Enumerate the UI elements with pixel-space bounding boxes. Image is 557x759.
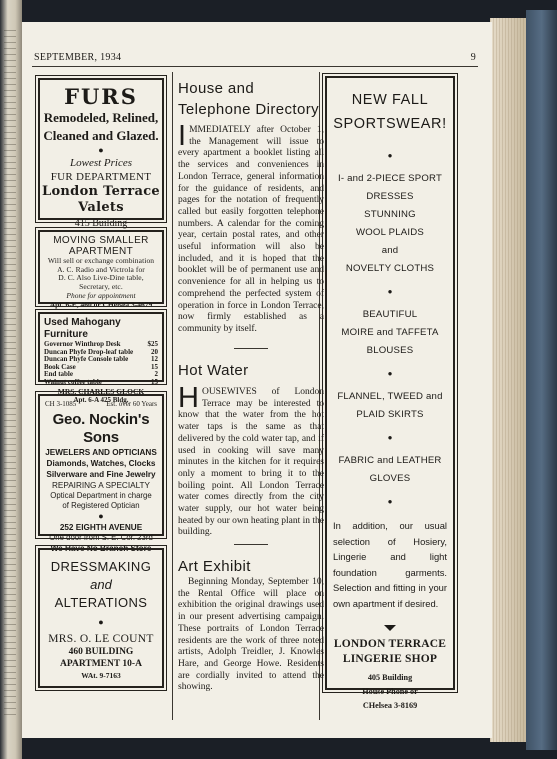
article-art-exhibit-title: Art Exhibit	[178, 558, 251, 575]
ad-nockin-l3: Silverware and Fine Jewelry	[46, 470, 156, 479]
ad-moving-body1: Will sell or exchange combination	[47, 256, 155, 265]
article-directory-body: IMMEDIATELY after October 1, the Management will issue to every apartment a booklet listing all the services and conveniences in London Terrace, general information for the guidance of residents, and pages for the notation of frequently called but easily forgotten telephone numbers. A calendar for the coming year, certain postal rates, and other useful information will also be included, and it is hoped that the booklet will be of permanent use and convenience for all in helping us to comprehend the perfected system of operation in force in London Terrace, now firmly established as a community by itself.	[178, 120, 324, 334]
ad-dressmaking	[38, 548, 164, 688]
ad-nockin-phone: CH 3-1085	[45, 400, 77, 408]
list-item: Duncan Phyfe Drop-leaf table 20	[44, 347, 158, 356]
list-item: Governor Winthrop Desk $25	[44, 340, 158, 348]
ad-mahogany-title: Used Mahogany Furniture	[44, 317, 121, 340]
ad-nockin-l2: Diamonds, Watches, Clocks	[46, 459, 156, 468]
ad-furs-line5: London Terrace	[42, 184, 160, 199]
article-art-exhibit-body: Beginning Monday, September 10, the Rental Office will place on exhibition the original drawings used in our present advertising campaign. These portraits of London Terrace residents are the work of three noted artists, Adolph Treidler, J. Knowles Hare, and George Howe. Residents are cordially invited to attend the showing.	[178, 577, 324, 693]
ad-sportswear-title1: NEW FALL	[351, 92, 429, 108]
article-hot-water-title: Hot Water	[178, 362, 249, 379]
ad-nockin-l6: of Registered Optician	[62, 500, 140, 510]
ad-moving-address: Apt. 6-E, 460 or CHelsea 3-4679	[49, 300, 153, 310]
ad-dressmaking-l5: 460 BUILDING	[68, 647, 134, 657]
article-hot-water-body: HOUSEWIVES of London Terrace may be interested to know that the water from the hot water taps is the same as that delivered by the cold water tap, and if used in cooking will save many minutes in the kitchen for it requires only a moment to bring it to the boiling point. All London Terrace water comes directly from the city water supply, our hot water being heated by our own heating plant in the building.	[178, 382, 324, 538]
ad-nockin-name: Geo. Nockin's Sons	[52, 411, 150, 446]
list-item: Walnut coffee table 15	[44, 377, 158, 386]
ad-mahogany-address: Apt. 6-A 425 Bldg.	[73, 395, 129, 404]
book-spine-left	[0, 0, 22, 759]
ad-sportswear-group4: FABRIC and LEATHER GLOVES	[338, 455, 442, 484]
ad-furs-line2: Cleaned and Glazed.	[43, 128, 159, 143]
ad-nockin-l8: One door from S. E. Cor. 23rd	[49, 533, 153, 542]
ad-nockin-topline	[45, 400, 157, 409]
ad-sportswear-shop2: LINGERIE SHOP	[342, 653, 438, 665]
ad-nockin	[38, 394, 164, 553]
ad-moving-body2: A. C. Radio and Victrola for	[57, 264, 145, 274]
bullet-icon: ●	[387, 369, 393, 378]
ad-sportswear	[325, 76, 455, 710]
article-hot-water	[178, 360, 324, 539]
ad-sportswear-shop1: LONDON TERRACE	[333, 638, 447, 650]
magazine-page	[22, 22, 492, 738]
ad-moving-title1: MOVING SMALLER	[53, 235, 149, 246]
bullet-icon: ●	[387, 151, 393, 160]
ad-sportswear-title2: SPORTSWEAR!	[333, 116, 447, 132]
triangle-down-icon	[384, 625, 396, 631]
ad-nockin-l9: We Have No Branch Store	[50, 543, 152, 553]
list-item: Book Case 15	[44, 362, 158, 371]
ad-mahogany-owner: MRS. CHARLES GLOCK	[57, 386, 145, 396]
ad-dressmaking-l6: APARTMENT 10-A	[60, 659, 142, 669]
ad-moving-body4: Secretary, etc.	[79, 281, 123, 291]
ad-furs-line1: Remodeled, Relined,	[43, 110, 159, 125]
ad-sportswear-s1: 405 Building	[367, 673, 413, 682]
ad-moving-note: Phone for appointment	[66, 291, 136, 301]
ad-sportswear-s2: House Phone or	[362, 687, 418, 696]
ad-dressmaking-name: MRS. O. LE COUNT	[48, 633, 154, 645]
ad-sportswear-paragraph: In addition, our usual selection of Hosiery, Lingerie and light foundation garments. Selection and fitting in your own apartment if desired.	[333, 520, 447, 609]
ad-nockin-l7: 252 EIGHTH AVENUE	[59, 523, 143, 532]
ad-moving	[38, 230, 164, 310]
ad-furs-line3: Lowest Prices	[69, 157, 133, 169]
page-number: 9	[470, 52, 476, 63]
article-art-exhibit	[178, 556, 324, 694]
ad-furs	[38, 78, 164, 229]
header-date: SEPTEMBER, 1934	[34, 52, 122, 63]
article-directory-title2: Telephone Directory	[178, 101, 320, 118]
article-directory	[178, 78, 324, 336]
ad-dressmaking-l1: DRESSMAKING	[50, 559, 152, 574]
ad-sportswear-s3: CHelsea 3-8169	[362, 701, 418, 710]
column-divider-left	[172, 72, 173, 720]
ad-dressmaking-l3: ALTERATIONS	[54, 595, 148, 610]
ad-nockin-l4: REPAIRING A SPECIALTY	[52, 481, 150, 490]
bullet-icon: ●	[387, 433, 393, 442]
page-header	[34, 52, 476, 66]
ad-sportswear-group2: BEAUTIFUL MOIRE and TAFFETA BLOUSES	[341, 309, 439, 356]
rule-divider	[178, 348, 324, 349]
ad-nockin-l5: Optical Department in charge	[50, 491, 152, 500]
ad-sportswear-group3: FLANNEL, TWEED and PLAID SKIRTS	[337, 391, 443, 420]
ad-furs-title: FURS	[64, 84, 138, 109]
ad-nockin-l1: JEWELERS AND OPTICIANS	[45, 448, 157, 457]
list-item: Duncan Phyfe Console table 12	[44, 355, 158, 364]
ad-moving-body3: D. C. Also Live-Dine table,	[58, 273, 144, 283]
ad-furs-line7: 415 Building	[74, 218, 128, 229]
list-item: End table 2	[44, 370, 158, 379]
ad-furs-line4: FUR DEPARTMENT	[50, 171, 152, 183]
rule-divider	[178, 544, 324, 545]
ad-furs-line6: Valets	[78, 200, 124, 215]
ad-sportswear-group1: I- and 2-PIECE SPORT DRESSES STUNNING WOOL PLAIDS and NOVELTY CLOTHS	[337, 173, 443, 274]
ad-moving-title2: APARTMENT	[68, 246, 134, 257]
header-rule	[32, 66, 478, 67]
ad-dressmaking-l7: WAt. 9-7163	[81, 671, 121, 680]
bullet-icon: ●	[98, 617, 104, 627]
book-cover-right	[526, 10, 557, 750]
bullet-icon: ●	[98, 145, 104, 155]
ad-dressmaking-l2: and	[90, 577, 112, 592]
bullet-icon: ●	[387, 497, 393, 506]
article-directory-title1: House and	[178, 80, 255, 97]
page-edges	[490, 18, 526, 742]
ad-nockin-est: Est. over 60 Years	[106, 400, 157, 408]
bullet-icon: ●	[98, 511, 104, 521]
bullet-icon: ●	[387, 287, 393, 296]
